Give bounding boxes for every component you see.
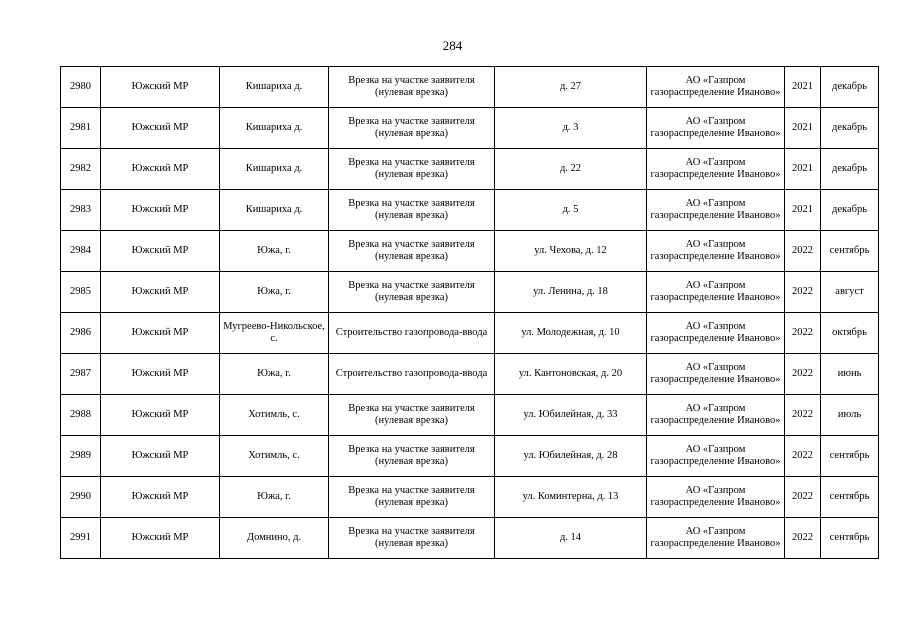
organization-cell: АО «Газпром газораспределение Иваново» — [647, 354, 785, 395]
row-number-cell: 2986 — [61, 313, 101, 354]
work-type-cell: Врезка на участке заявителя (нулевая врезка) — [329, 231, 495, 272]
address-cell: ул. Кантоновская, д. 20 — [495, 354, 647, 395]
row-number-cell: 2987 — [61, 354, 101, 395]
table-row — [61, 313, 879, 354]
row-number-cell: 2990 — [61, 477, 101, 518]
month-cell: декабрь — [821, 108, 879, 149]
row-number-cell: 2980 — [61, 67, 101, 108]
district-cell: Южский МР — [101, 231, 220, 272]
district-cell: Южский МР — [101, 436, 220, 477]
district-cell: Южский МР — [101, 477, 220, 518]
table-row — [61, 149, 879, 190]
table-row — [61, 354, 879, 395]
organization-cell: АО «Газпром газораспределение Иваново» — [647, 231, 785, 272]
district-cell: Южский МР — [101, 518, 220, 559]
table-row — [61, 436, 879, 477]
table-row — [61, 108, 879, 149]
organization-cell: АО «Газпром газораспределение Иваново» — [647, 108, 785, 149]
table-row — [61, 67, 879, 108]
month-cell: декабрь — [821, 67, 879, 108]
settlement-cell: Южа, г. — [220, 477, 329, 518]
district-cell: Южский МР — [101, 354, 220, 395]
settlement-cell: Южа, г. — [220, 354, 329, 395]
registry-table — [60, 66, 879, 559]
organization-cell: АО «Газпром газораспределение Иваново» — [647, 395, 785, 436]
settlement-cell: Кишариха д. — [220, 149, 329, 190]
work-type-cell: Врезка на участке заявителя (нулевая врезка) — [329, 190, 495, 231]
organization-cell: АО «Газпром газораспределение Иваново» — [647, 313, 785, 354]
table-row — [61, 231, 879, 272]
organization-cell: АО «Газпром газораспределение Иваново» — [647, 477, 785, 518]
year-cell: 2022 — [785, 272, 821, 313]
work-type-cell: Врезка на участке заявителя (нулевая врезка) — [329, 149, 495, 190]
month-cell: июнь — [821, 354, 879, 395]
month-cell: июль — [821, 395, 879, 436]
address-cell: ул. Ленина, д. 18 — [495, 272, 647, 313]
year-cell: 2021 — [785, 67, 821, 108]
address-cell: ул. Молодежная, д. 10 — [495, 313, 647, 354]
address-cell: ул. Юбилейная, д. 28 — [495, 436, 647, 477]
year-cell: 2021 — [785, 190, 821, 231]
month-cell: август — [821, 272, 879, 313]
address-cell: ул. Чехова, д. 12 — [495, 231, 647, 272]
month-cell: сентябрь — [821, 518, 879, 559]
year-cell: 2022 — [785, 518, 821, 559]
row-number-cell: 2985 — [61, 272, 101, 313]
work-type-cell: Врезка на участке заявителя (нулевая врезка) — [329, 477, 495, 518]
table-row — [61, 395, 879, 436]
settlement-cell: Мугреево-Никольское, с. — [220, 313, 329, 354]
organization-cell: АО «Газпром газораспределение Иваново» — [647, 272, 785, 313]
organization-cell: АО «Газпром газораспределение Иваново» — [647, 518, 785, 559]
organization-cell: АО «Газпром газораспределение Иваново» — [647, 190, 785, 231]
year-cell: 2022 — [785, 231, 821, 272]
work-type-cell: Врезка на участке заявителя (нулевая врезка) — [329, 108, 495, 149]
address-cell: ул. Юбилейная, д. 33 — [495, 395, 647, 436]
district-cell: Южский МР — [101, 67, 220, 108]
district-cell: Южский МР — [101, 190, 220, 231]
work-type-cell: Строительство газопровода-ввода — [329, 313, 495, 354]
settlement-cell: Кишариха д. — [220, 190, 329, 231]
month-cell: декабрь — [821, 149, 879, 190]
month-cell: октябрь — [821, 313, 879, 354]
district-cell: Южский МР — [101, 108, 220, 149]
settlement-cell: Южа, г. — [220, 272, 329, 313]
table-row — [61, 190, 879, 231]
organization-cell: АО «Газпром газораспределение Иваново» — [647, 67, 785, 108]
page-number: 284 — [442, 38, 463, 53]
month-cell: сентябрь — [821, 231, 879, 272]
address-cell: ул. Коминтерна, д. 13 — [495, 477, 647, 518]
work-type-cell: Строительство газопровода-ввода — [329, 354, 495, 395]
year-cell: 2022 — [785, 436, 821, 477]
month-cell: сентябрь — [821, 477, 879, 518]
year-cell: 2021 — [785, 149, 821, 190]
settlement-cell: Кишариха д. — [220, 67, 329, 108]
row-number-cell: 2991 — [61, 518, 101, 559]
year-cell: 2021 — [785, 108, 821, 149]
work-type-cell: Врезка на участке заявителя (нулевая врезка) — [329, 67, 495, 108]
district-cell: Южский МР — [101, 313, 220, 354]
row-number-cell: 2984 — [61, 231, 101, 272]
settlement-cell: Хотимль, с. — [220, 436, 329, 477]
settlement-cell: Домнино, д. — [220, 518, 329, 559]
address-cell: д. 22 — [495, 149, 647, 190]
address-cell: д. 14 — [495, 518, 647, 559]
table-row — [61, 272, 879, 313]
organization-cell: АО «Газпром газораспределение Иваново» — [647, 436, 785, 477]
year-cell: 2022 — [785, 313, 821, 354]
work-type-cell: Врезка на участке заявителя (нулевая врезка) — [329, 395, 495, 436]
address-cell: д. 27 — [495, 67, 647, 108]
work-type-cell: Врезка на участке заявителя (нулевая врезка) — [329, 272, 495, 313]
month-cell: декабрь — [821, 190, 879, 231]
year-cell: 2022 — [785, 477, 821, 518]
district-cell: Южский МР — [101, 149, 220, 190]
row-number-cell: 2982 — [61, 149, 101, 190]
table-body — [61, 67, 879, 559]
district-cell: Южский МР — [101, 272, 220, 313]
district-cell: Южский МР — [101, 395, 220, 436]
work-type-cell: Врезка на участке заявителя (нулевая врезка) — [329, 518, 495, 559]
settlement-cell: Кишариха д. — [220, 108, 329, 149]
year-cell: 2022 — [785, 354, 821, 395]
settlement-cell: Южа, г. — [220, 231, 329, 272]
address-cell: д. 3 — [495, 108, 647, 149]
settlement-cell: Хотимль, с. — [220, 395, 329, 436]
organization-cell: АО «Газпром газораспределение Иваново» — [647, 149, 785, 190]
work-type-cell: Врезка на участке заявителя (нулевая врезка) — [329, 436, 495, 477]
row-number-cell: 2983 — [61, 190, 101, 231]
table-row — [61, 518, 879, 559]
address-cell: д. 5 — [495, 190, 647, 231]
year-cell: 2022 — [785, 395, 821, 436]
row-number-cell: 2989 — [61, 436, 101, 477]
row-number-cell: 2988 — [61, 395, 101, 436]
month-cell: сентябрь — [821, 436, 879, 477]
row-number-cell: 2981 — [61, 108, 101, 149]
table-row — [61, 477, 879, 518]
